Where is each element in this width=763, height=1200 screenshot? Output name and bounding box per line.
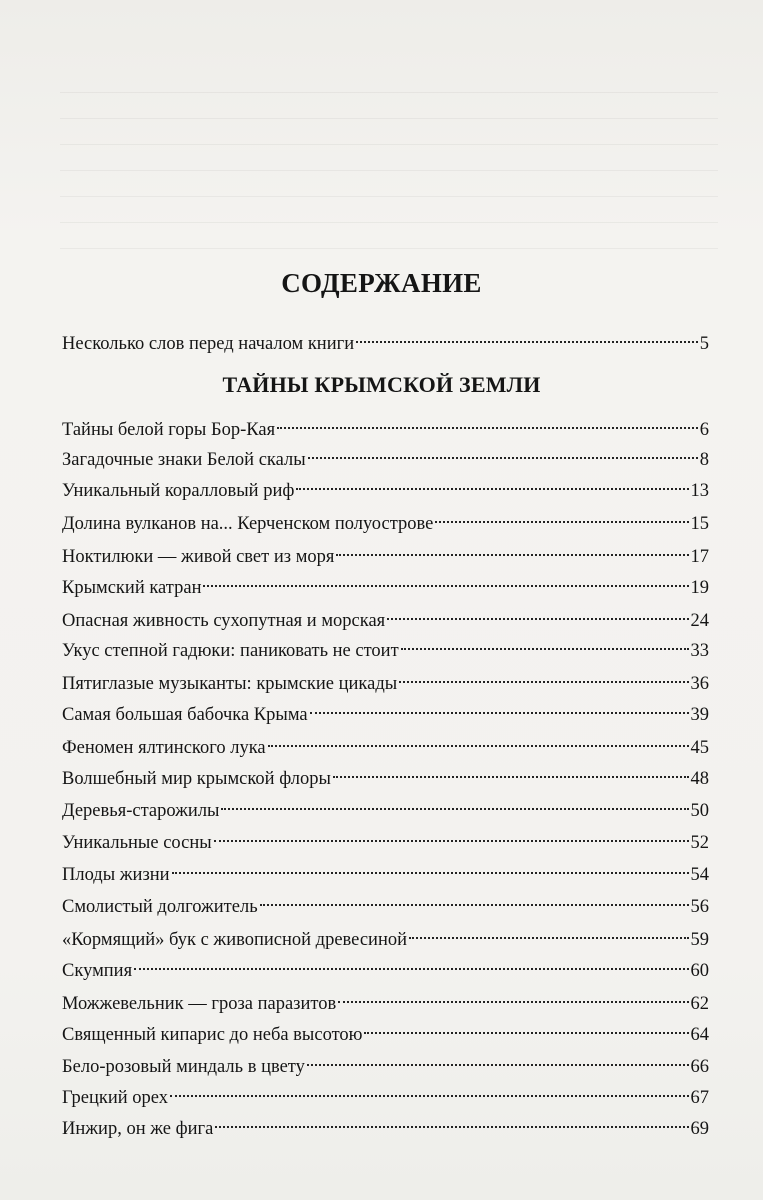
show-through-line [60,222,718,241]
toc-entry-page: 62 [690,994,709,1014]
toc-entry[interactable] [62,886,709,917]
toc-entry[interactable] [62,790,709,821]
toc-entry-page: 39 [690,705,709,725]
dot-leader [277,409,698,435]
toc-entry[interactable] [62,983,709,1014]
toc-entry-page: 17 [690,547,709,567]
toc-entry-page: 36 [690,674,709,694]
show-through-line [60,118,718,137]
toc-entry-page: 19 [690,578,709,598]
toc-entry-page: 67 [690,1088,709,1108]
toc-entry-page: 60 [690,961,709,981]
toc-entry[interactable] [62,600,709,631]
toc-entry-title: Инжир, он же фига [62,1119,214,1139]
toc-entry-title: Тайны белой горы Бор-Кая [62,420,276,440]
toc-entry-title: Ноктилюки — живой свет из моря [62,547,335,567]
toc-entry-title: Долина вулканов на... Керченском полуострове [62,514,434,534]
dot-leader [203,567,688,593]
toc-entry-page: 54 [690,865,709,885]
toc-entry-title: Грецкий орех [62,1088,169,1108]
show-through-header [60,62,705,78]
toc-entry[interactable] [62,822,709,853]
dot-leader [401,630,689,656]
toc-entry[interactable] [62,1046,709,1077]
toc-entry-title: Несколько слов перед началом книги [62,334,355,354]
toc-entry-page: 69 [690,1119,709,1139]
toc-entry-title: Можжевельник — гроза паразитов [62,994,337,1014]
toc-entry[interactable] [62,1014,709,1045]
toc-entry-title: Скумпия [62,961,133,981]
toc-entry-page: 15 [690,514,709,534]
dot-leader [409,919,689,945]
toc-entry[interactable] [62,727,709,758]
toc-entry[interactable] [62,854,709,885]
toc-title: СОДЕРЖАНИЕ [281,268,482,298]
toc-entry-page: 6 [699,420,709,440]
toc-entry-title: Бело-розовый миндаль в цвету [62,1057,305,1077]
toc-entry[interactable] [62,1108,709,1139]
toc-entry[interactable] [62,439,709,470]
toc-entry-page: 59 [690,930,709,950]
toc-entry[interactable] [62,663,709,694]
dot-leader [435,503,688,529]
toc-entry-title: Плоды жизни [62,865,170,885]
toc-entry-title: Волшебный мир крымской флоры [62,769,331,789]
show-through-line [60,248,718,267]
toc-entry[interactable] [62,503,709,534]
toc-entry[interactable] [62,536,709,567]
toc-entry-page: 64 [690,1025,709,1045]
toc-entry-title: Самая большая бабочка Крыма [62,705,308,725]
toc-entry-page: 56 [690,897,709,917]
dot-leader [296,470,688,496]
toc-entry-title: Смолистый долгожитель [62,897,258,917]
toc-entry-title: Священный кипарис до неба высотою [62,1025,363,1045]
dot-leader [268,727,689,753]
dot-leader [215,1108,688,1134]
toc-entry-title: Загадочные знаки Белой скалы [62,450,306,470]
dot-leader [387,600,688,626]
section-heading: ТАЙНЫ КРЫМСКОЙ ЗЕМЛИ [222,372,541,397]
dot-leader [333,758,689,784]
toc-entry[interactable] [62,630,709,661]
toc-entry-page: 50 [690,801,709,821]
dot-leader [260,886,689,912]
toc-entry[interactable] [62,409,709,440]
dot-leader [310,694,689,720]
dot-leader [307,1046,689,1072]
dot-leader [364,1014,688,1040]
toc-entry-intro[interactable] [62,323,709,354]
toc-entry-title: Укус степной гадюки: паниковать не стоит [62,641,399,661]
toc-entry-title: Уникальный коралловый риф [62,481,295,501]
show-through-line [60,170,718,189]
toc-entry-page: 13 [690,481,709,501]
show-through-line [60,196,718,215]
toc-entry-title: Уникальные сосны [62,833,212,853]
toc-entry-page: 48 [690,769,709,789]
toc-entry[interactable] [62,470,709,501]
dot-leader [336,536,688,562]
toc-entry-page: 52 [690,833,709,853]
toc-entry-title: Феномен ялтинского лука [62,738,266,758]
dot-leader [214,822,689,848]
show-through-line [60,144,718,163]
show-through-line [60,92,718,111]
dot-leader [134,950,688,976]
toc-entry-title: Опасная живность сухопутная и морская [62,611,386,631]
dot-leader [338,983,688,1009]
dot-leader [356,323,698,349]
dot-leader [308,439,698,465]
dot-leader [399,663,688,689]
toc-entry-page: 45 [690,738,709,758]
toc-entry[interactable] [62,950,709,981]
toc-entry[interactable] [62,567,709,598]
toc-entry-page: 24 [690,611,709,631]
dot-leader [170,1077,688,1103]
toc-entry-title: Крымский катран [62,578,202,598]
toc-entry-title: Деревья-старожилы [62,801,220,821]
toc-entry-title: «Кормящий» бук с живописной древесиной [62,930,407,950]
toc-entry-page: 33 [690,641,709,661]
toc-entry[interactable] [62,919,709,950]
toc-entry[interactable] [62,758,709,789]
toc-entry-page: 5 [699,334,709,354]
toc-entry[interactable] [62,1077,709,1108]
toc-entry-title: Пятиглазые музыканты: крымские цикады [62,674,398,694]
dot-leader [221,790,688,816]
toc-entry-page: 66 [690,1057,709,1077]
toc-entry[interactable] [62,694,709,725]
toc-entry-page: 8 [699,450,709,470]
dot-leader [172,854,689,880]
